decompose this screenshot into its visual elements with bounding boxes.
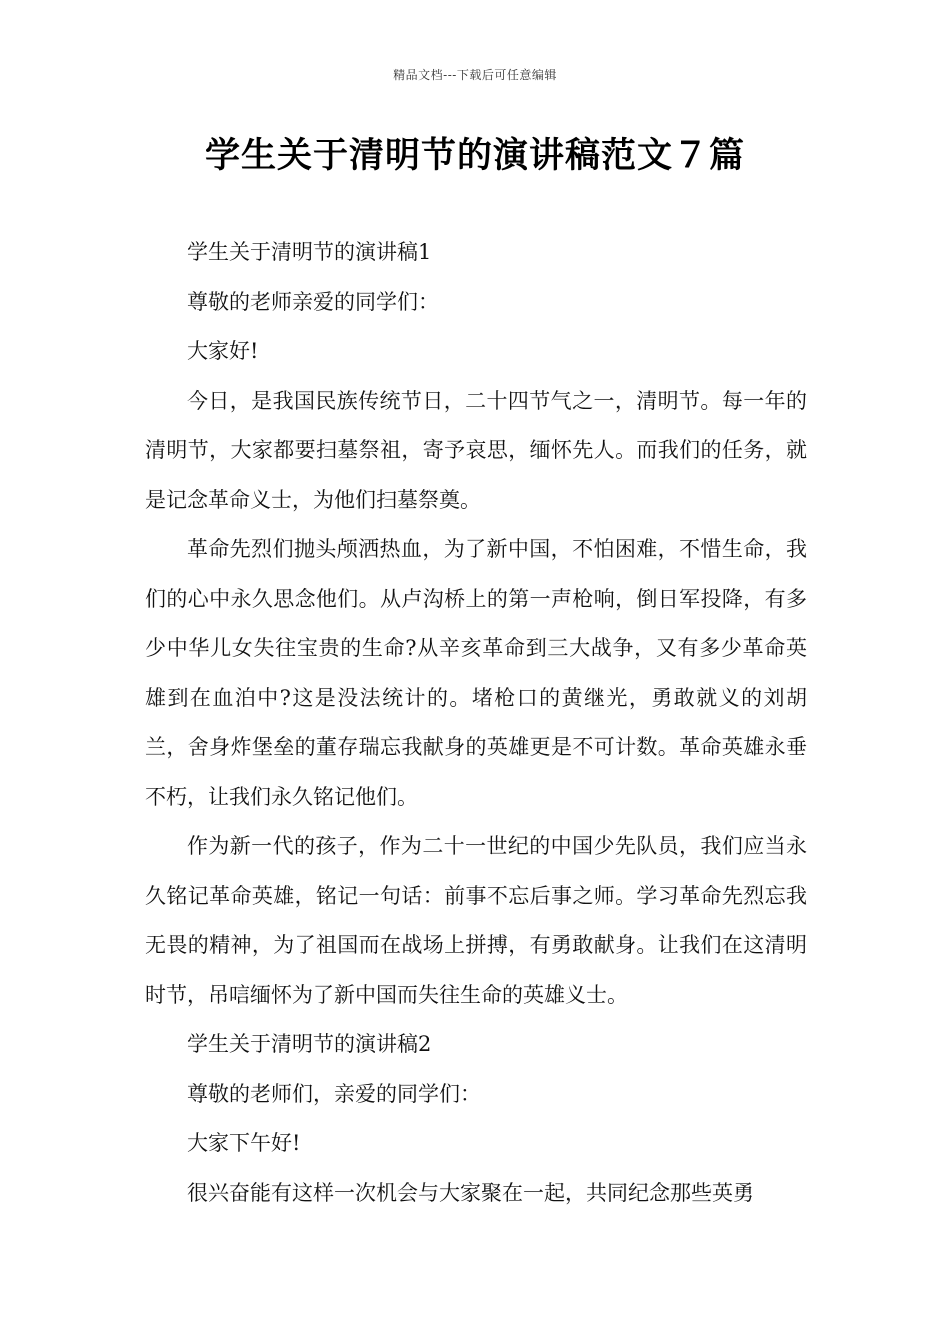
- document-body: [145, 228, 807, 1218]
- body-paragraph: 今日，是我国民族传统节日，二十四节气之一，清明节。每一年的清明节，大家都要扫墓祭祖，寄予哀思，缅怀先人。而我们的任务，就是记念革命义士，为他们扫墓祭奠。: [145, 388, 807, 512]
- salutation-paragraph: 尊敬的老师亲爱的同学们：: [187, 289, 439, 314]
- body-paragraph: 革命先烈们抛头颅洒热血，为了新中国，不怕困难，不惜生命，我们的心中永久思念他们。从卢沟桥上的第一声枪响，倒日军投降，有多少中华儿女失往宝贵的生命?从辛亥革命到三大战争，又有多少革命英雄到在血泊中?这是没法统计的。堵枪口的黄继光，勇敢就义的刘胡兰，舍身炸堡垒的董存瑞忘我献身的英雄更是不可计数。革命英雄永垂不朽，让我们永久铭记他们。: [145, 537, 807, 809]
- document-title: 学生关于清明节的演讲稿范文７篇: [204, 136, 745, 176]
- salutation-paragraph: 尊敬的老师们，亲爱的同学们：: [187, 1081, 481, 1106]
- speech-heading-2: 学生关于清明节的演讲稿2: [187, 1032, 432, 1056]
- greeting-paragraph: 大家下午好!: [187, 1131, 301, 1155]
- speech-heading-1: 学生关于清明节的演讲稿1: [187, 240, 432, 264]
- greeting-paragraph: 大家好!: [187, 339, 259, 363]
- header-note: 精品文档---下载后可任意编辑: [393, 68, 557, 82]
- body-paragraph: 很兴奋能有这样一次机会与大家聚在一起，共同纪念那些英勇: [187, 1180, 754, 1205]
- body-paragraph: 作为新一代的孩子，作为二十一世纪的中国少先队员，我们应当永久铭记革命英雄，铭记一句话：前事不忘后事之师。学习革命先烈忘我无畏的精神，为了祖国而在战场上拼搏，有勇敢献身。让我们在这清明时节，吊唁缅怀为了新中国而失往生命的英雄义士。: [145, 834, 807, 1007]
